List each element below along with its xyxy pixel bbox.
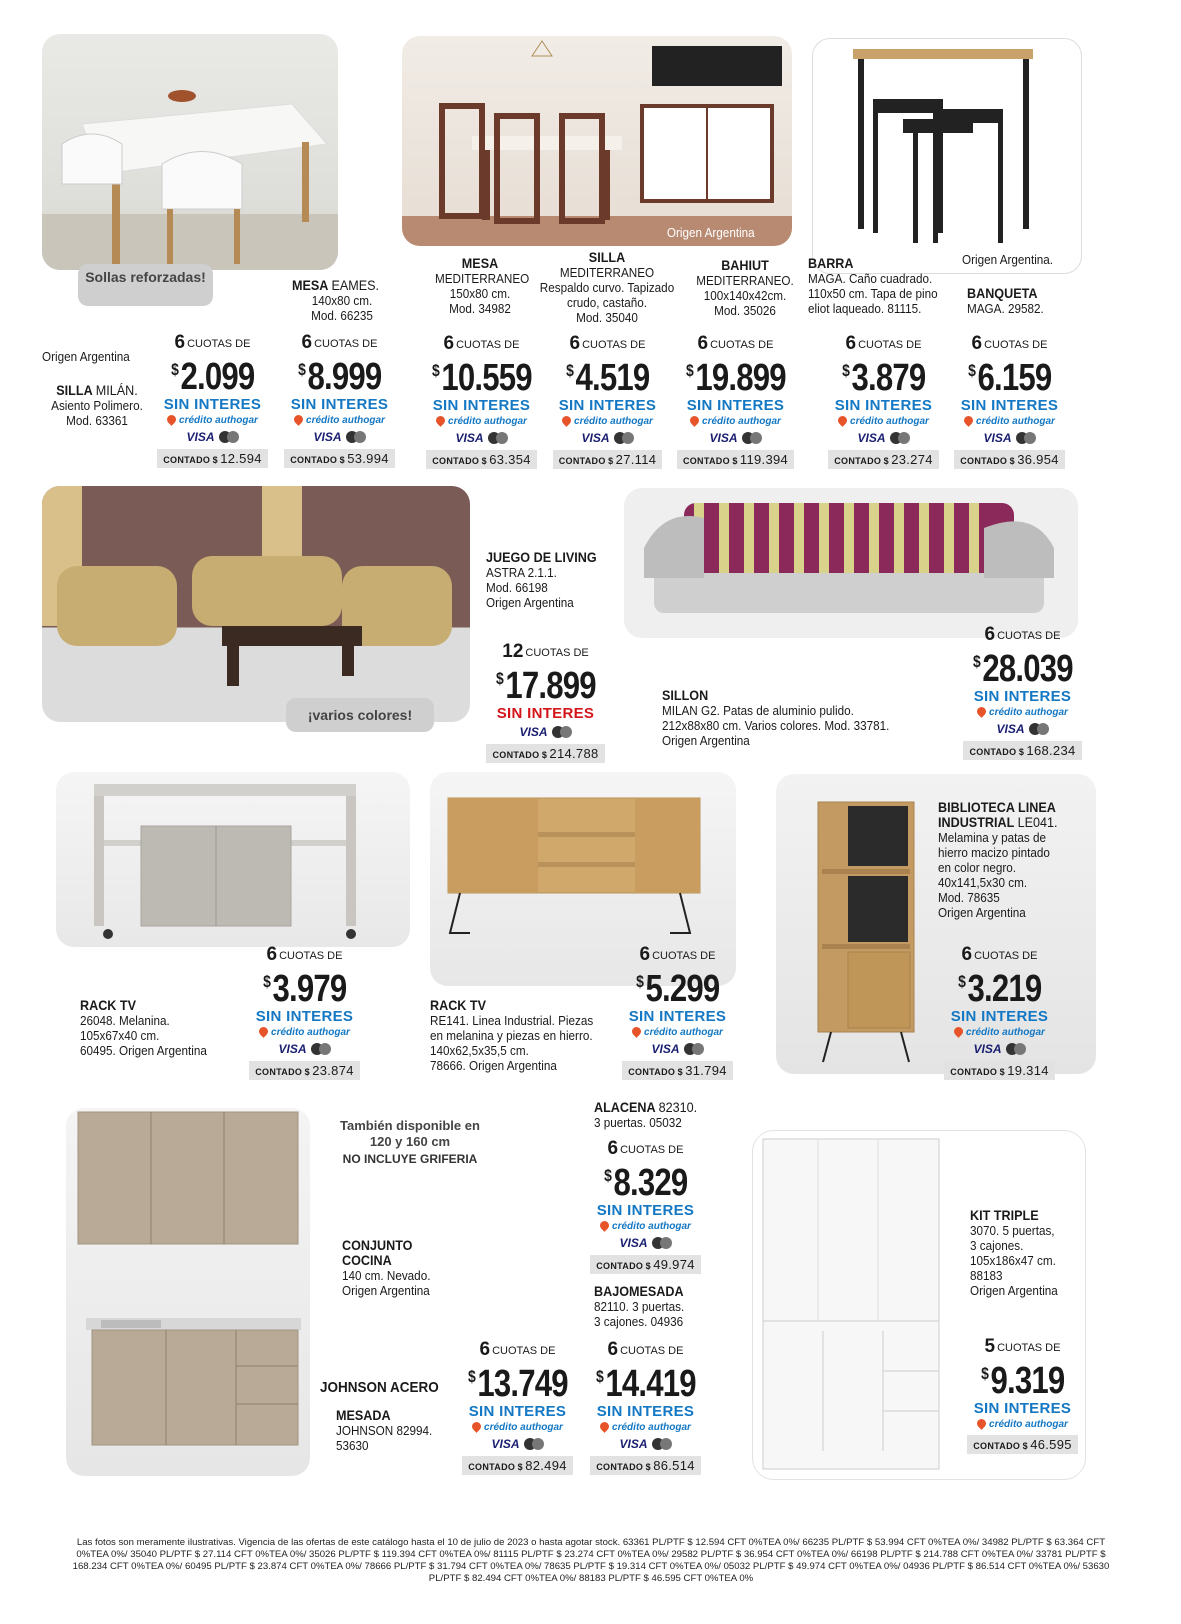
alacena-title: ALACENA	[594, 1099, 656, 1115]
kit-desc2: 3 cajones.	[970, 1238, 1024, 1253]
price-bahiut: 6 CUOTAS DE $19.899 SIN INTERES crédito authogar VISA CONTADO $ 119.394	[668, 337, 803, 469]
biblioteca-title2: INDUSTRIAL	[938, 814, 1015, 830]
price-mesa-eames: 6 CUOTAS DE $8.999 SIN INTERES crédito authogar VISA CONTADO $ 53.994	[272, 336, 407, 468]
sillon-desc1: MILAN G2. Patas de aluminio pulido.	[662, 703, 854, 718]
banqueta-title: BANQUETA	[967, 285, 1038, 301]
mastercard-icon	[524, 1438, 544, 1450]
mastercard-icon	[614, 432, 634, 444]
biblioteca-desc4: 40x141,5x30 cm.	[938, 875, 1028, 890]
silla-milan-desc2: Mod. 63361	[66, 413, 128, 428]
barra-origin: Origen Argentina.	[962, 252, 1054, 267]
mastercard-icon	[219, 431, 239, 443]
mesa-eames-photo	[42, 34, 338, 270]
silla-med-desc4: Mod. 35040	[576, 310, 638, 325]
mediterraneo-origin: Origen Argentina	[667, 225, 756, 240]
silla-milan-desc1: Asiento Polimero.	[51, 398, 143, 413]
biblioteca-desc6: Origen Argentina	[938, 905, 1026, 920]
kit-title: KIT TRIPLE	[970, 1207, 1039, 1223]
credito-pin-icon	[165, 413, 178, 426]
biblioteca-title: BIBLIOTECA LINEA	[938, 799, 1056, 815]
credito-pin-icon	[688, 414, 701, 427]
credito-pin-icon	[470, 1420, 483, 1433]
bahiut-title: BAHIUT	[721, 257, 769, 273]
price-silla-med: 6 CUOTAS DE $4.519 SIN INTERES crédito authogar VISA CONTADO $ 27.114	[540, 337, 675, 469]
silla-med-desc2: Respaldo curvo. Tapizado	[539, 280, 675, 295]
credito-pin-icon	[257, 1025, 270, 1038]
price-silla-milan: 6 CUOTAS DE $2.099 SIN INTERES crédito authogar VISA CONTADO $ 12.594	[145, 336, 280, 468]
bahiut-desc1: MEDITERRANEO.	[696, 273, 794, 288]
kit-desc1: 3070. 5 puertas,	[970, 1223, 1055, 1238]
silla-med-desc1: MEDITERRANEO	[559, 265, 655, 280]
conjunto-title: CONJUNTO	[342, 1237, 413, 1253]
price-mesa-med: 6 CUOTAS DE $10.559 SIN INTERES crédito authogar VISA CONTADO $ 63.354	[414, 337, 549, 469]
price-banqueta: 6 CUOTAS DE $6.159 SIN INTERES crédito authogar VISA CONTADO $ 36.954	[942, 337, 1077, 469]
mesa-eames-desc2: Mod. 66235	[311, 308, 373, 323]
rack2-title: RACK TV	[430, 997, 487, 1013]
sillon-photo	[624, 488, 1078, 638]
price-mesada: 6 CUOTAS DE $13.749 SIN INTERES crédito authogar VISA CONTADO $ 82.494	[450, 1343, 585, 1475]
cocina-photo	[66, 1108, 310, 1476]
rack2-desc3: 140x62,5x35,5 cm.	[430, 1043, 529, 1058]
alacena-desc1: 3 puertas. 05032	[594, 1115, 682, 1130]
credito-pin-icon	[952, 1025, 965, 1038]
kit-desc4: 88183	[970, 1268, 1003, 1283]
mastercard-icon	[890, 432, 910, 444]
living-photo	[42, 486, 470, 722]
credito-pin-icon	[598, 1219, 611, 1232]
silla-milan-title2: MILÁN.	[95, 382, 138, 398]
bahiut-desc3: Mod. 35026	[714, 303, 776, 318]
mastercard-icon	[346, 431, 366, 443]
credito-pin-icon	[962, 414, 975, 427]
mesa-med-desc3: Mod. 34982	[449, 301, 511, 316]
biblioteca-title2b: LE041.	[1017, 814, 1058, 830]
barra-desc3: eliot laqueado. 81115.	[808, 301, 922, 316]
mastercard-icon	[1016, 432, 1036, 444]
barra-photo	[812, 38, 1082, 274]
mastercard-icon	[742, 432, 762, 444]
biblioteca-desc3: en color negro.	[938, 860, 1017, 875]
price-rack2: 6 CUOTAS DE $5.299 SIN INTERES crédito authogar VISA CONTADO $ 31.794	[610, 948, 745, 1080]
silla-milan-origin: Origen Argentina	[42, 349, 130, 364]
credito-pin-icon	[630, 1025, 643, 1038]
rack1-desc2: 105x67x40 cm.	[80, 1028, 160, 1043]
mesada-desc1: JOHNSON 82994.	[336, 1423, 433, 1438]
price-living: 12 CUOTAS DE $17.899 SIN INTERES VISA CONTADO $ 214.788	[478, 645, 613, 763]
rack2-desc2: en melanina y piezas en hierro.	[430, 1028, 593, 1043]
mastercard-icon	[652, 1237, 672, 1249]
price-biblioteca: 6 CUOTAS DE $3.219 SIN INTERES crédito authogar VISA CONTADO $ 19.314	[932, 948, 1067, 1080]
rack1-title: RACK TV	[80, 997, 137, 1013]
living-title: JUEGO DE LIVING	[486, 549, 597, 565]
mastercard-icon	[1006, 1043, 1026, 1055]
sillon-desc3: Origen Argentina	[662, 733, 750, 748]
rack1-desc1: 26048. Melanina.	[80, 1013, 170, 1028]
price-alacena: 6 CUOTAS DE $8.329 SIN INTERES crédito authogar VISA CONTADO $ 49.974	[578, 1142, 713, 1274]
mesa-med-desc1: MEDITERRANEO	[435, 271, 530, 286]
mesa-eames-title2: EAMES.	[331, 277, 380, 293]
mediterraneo-photo	[402, 36, 792, 246]
mastercard-icon	[552, 726, 572, 738]
rack2-desc4: 78666. Origen Argentina	[430, 1058, 557, 1073]
living-desc3: Origen Argentina	[486, 595, 574, 610]
silla-milan-title: SILLA	[56, 382, 93, 398]
silla-med-desc3: crudo, castaño.	[566, 295, 647, 310]
mesa-eames-desc1: 140x80 cm.	[311, 293, 373, 308]
credito-pin-icon	[975, 705, 988, 718]
price-rack1: 6 CUOTAS DE $3.979 SIN INTERES crédito authogar VISA CONTADO $ 23.874	[237, 948, 372, 1080]
legal-footer: Las fotos son meramente ilustrativas. Vigencia de las ofertas de este catálogo hasta el 10 de julio de 2023 o hasta agotar stock. 63361 PL/PTF $ 12.594 CFT 0%TEA 0%/ 66235 PL/PTF $ 53.994 CFT 0%TEA 0%/ 34982 PL/PTF $ 63.364 CFT 0%TEA 0%/ 35040 PL/PTF $ 27.114 CFT 0%TEA 0%/ 35026 PL/PTF $ 119.394 CFT 0%TEA 0%/ 81115 PL/PTF $ 23.274 CFT 0%TEA 0%/ 29582 PL/PTF $ 36.954 CFT 0%TEA 0%/ 66198 PL/PTF $ 214.788 CFT 0%TEA 0%/ 33781 PL/PTF $ 168.234 CFT 0%TEA 0%/ 60495 PL/PTF $ 23.874 CFT 0%TEA 0%/ 78666 PL/PTF $ 31.794 CFT 0%TEA 0%/ 78635 PL/PTF $ 19.314 CFT 0%TEA 0%/ 05032 PL/PTF $ 49.974 CFT 0%TEA 0%/ 04936 PL/PTF $ 86.514 CFT 0%TEA 0%/ 53630 PL/PTF $ 82.494 CFT 0%TEA 0%/ 88183 PL/PTF $ 46.595 CFT 0%TEA 0%	[72, 1537, 1110, 1584]
mesada-title: MESADA	[336, 1407, 391, 1423]
mastercard-icon	[652, 1438, 672, 1450]
living-desc1: ASTRA 2.1.1.	[486, 565, 557, 580]
biblioteca-desc5: Mod. 78635	[938, 890, 1000, 905]
biblioteca-desc2: hierro macizo pintado	[938, 845, 1050, 860]
credito-pin-icon	[836, 414, 849, 427]
tambien-note: También disponible en 120 y 160 cm	[340, 1118, 480, 1149]
bajomesada-desc1: 82110. 3 puertas.	[594, 1299, 685, 1314]
bahiut-desc2: 100x140x42cm.	[703, 288, 787, 303]
mesada-desc2: 53630	[336, 1438, 369, 1453]
credito-pin-icon	[598, 1420, 611, 1433]
credito-pin-icon	[975, 1417, 988, 1430]
mastercard-icon	[311, 1043, 331, 1055]
rack2-desc1: RE141. Linea Industrial. Piezas	[430, 1013, 594, 1028]
mastercard-icon	[1029, 723, 1049, 735]
barra-title: BARRA	[808, 255, 854, 271]
bajomesada-title: BAJOMESADA	[594, 1283, 684, 1299]
biblioteca-desc1: Melamina y patas de	[938, 830, 1046, 845]
mesa-eames-title: MESA	[292, 277, 328, 293]
colores-badge: ¡varios colores!	[286, 698, 434, 732]
conjunto-desc1: 140 cm. Nevado.	[342, 1268, 431, 1283]
mesa-med-title: MESA	[461, 255, 499, 271]
kit-desc5: Origen Argentina	[970, 1283, 1058, 1298]
conjunto-title2: COCINA	[342, 1252, 392, 1268]
living-desc2: Mod. 66198	[486, 580, 548, 595]
banqueta-desc1: MAGA. 29582.	[967, 301, 1044, 316]
silla-med-title: SILLA	[588, 249, 626, 265]
griferia-note: NO INCLUYE GRIFERIA	[342, 1152, 478, 1166]
kit-desc3: 105x186x47 cm.	[970, 1253, 1056, 1268]
alacena-title-b: 82310.	[658, 1099, 698, 1115]
credito-pin-icon	[560, 414, 573, 427]
mesa-med-desc2: 150x80 cm.	[449, 286, 511, 301]
price-bajomesada: 6 CUOTAS DE $14.419 SIN INTERES crédito authogar VISA CONTADO $ 86.514	[578, 1343, 713, 1475]
price-kit: 5 CUOTAS DE $9.319 SIN INTERES crédito authogar CONTADO $ 46.595	[955, 1340, 1090, 1454]
price-barra: 6 CUOTAS DE $3.879 SIN INTERES crédito authogar VISA CONTADO $ 23.274	[816, 337, 951, 469]
rack1-desc3: 60495. Origen Argentina	[80, 1043, 207, 1058]
sillon-desc2: 212x88x80 cm. Varios colores. Mod. 33781.	[662, 718, 890, 733]
sillon-title: SILLON	[662, 687, 709, 703]
bajomesada-desc2: 3 cajones. 04936	[594, 1314, 684, 1329]
price-sillon: 6 CUOTAS DE $28.039 SIN INTERES crédito authogar VISA CONTADO $ 168.234	[955, 628, 1090, 760]
mastercard-icon	[488, 432, 508, 444]
conjunto-desc2: Origen Argentina	[342, 1283, 430, 1298]
credito-pin-icon	[292, 413, 305, 426]
sillas-badge: Sollas reforzadas!	[78, 264, 213, 306]
barra-desc2: 110x50 cm. Tapa de pino	[808, 286, 938, 301]
credito-pin-icon	[434, 414, 447, 427]
johnson-acero-label: JOHNSON ACERO	[320, 1379, 439, 1396]
rack1-photo	[56, 772, 410, 947]
mastercard-icon	[684, 1043, 704, 1055]
barra-desc1: MAGA. Caño cuadrado.	[808, 271, 933, 286]
